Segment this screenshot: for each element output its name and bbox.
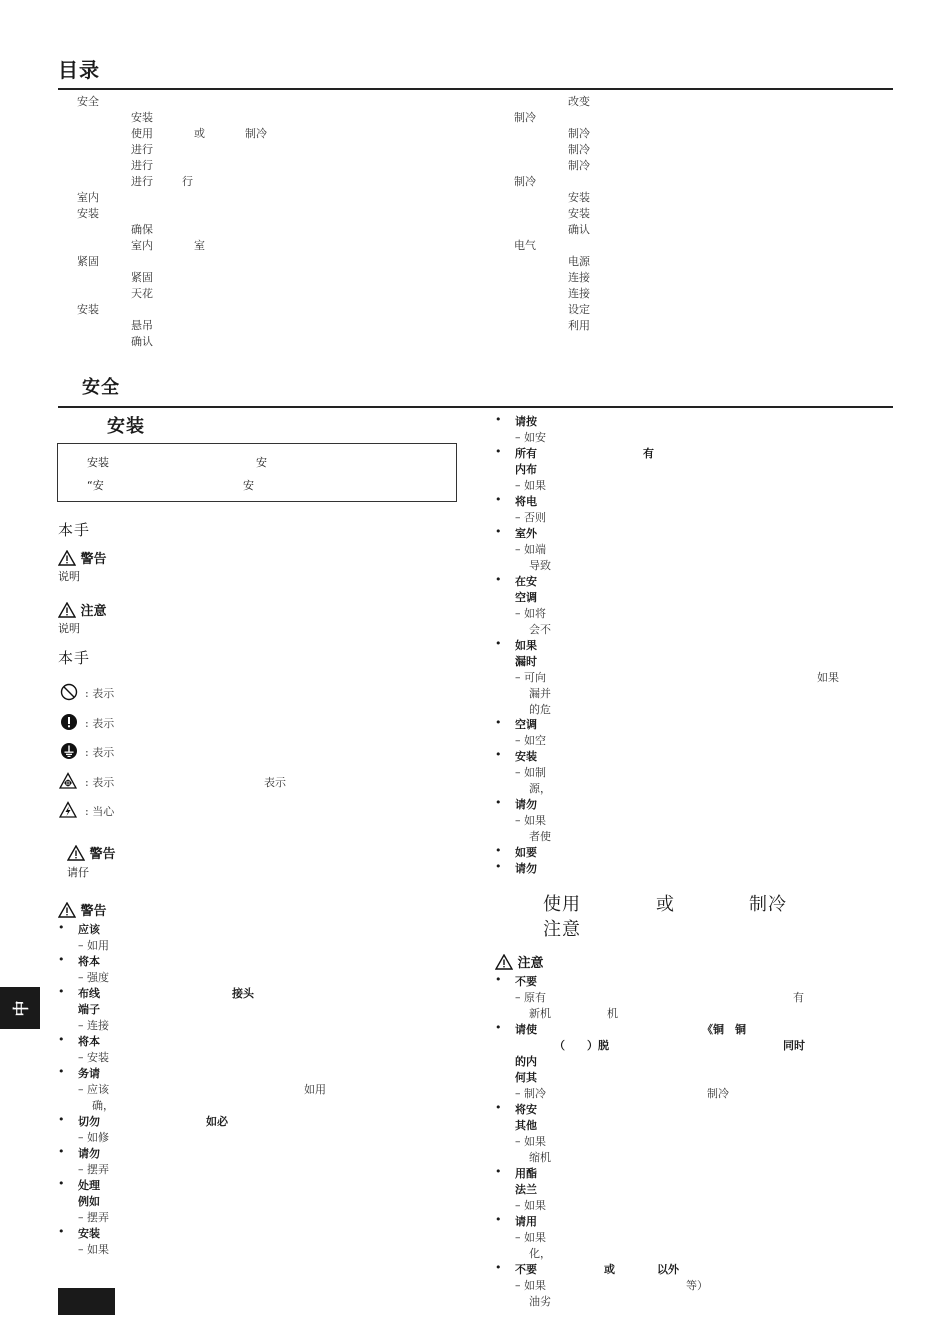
bullet-sub: 机 [607, 1007, 618, 1020]
language-side-tab [0, 987, 40, 1029]
notice-text: 安装 [87, 456, 109, 469]
symbol-text: 表示 [264, 776, 286, 789]
bullet-text: 将本 [78, 955, 100, 968]
warning-triangle-icon [58, 550, 76, 566]
toc-entry[interactable]: 制冷 [568, 143, 590, 156]
bullet-dot: • [495, 573, 502, 586]
toc-entry[interactable]: 室内 [77, 191, 99, 204]
bullet-sub: 导致 [529, 559, 551, 572]
bullet-sub: 会不 [529, 623, 551, 636]
caution-triangle-icon [58, 602, 76, 618]
toc-entry[interactable]: 改变 [568, 95, 590, 108]
section2-title-part: 注意 [543, 919, 581, 940]
bullet-sub: 制冷 [707, 1087, 729, 1100]
bullet-text: 务请 [78, 1067, 100, 1080]
bullet-text: 不要 [515, 975, 537, 988]
toc-entry[interactable]: 制冷 [568, 159, 590, 172]
toc-rule [58, 88, 893, 90]
bullet-text: 空调 [515, 591, 537, 604]
toc-entry[interactable]: 确认 [568, 223, 590, 236]
toc-entry[interactable]: 紧固 [131, 271, 153, 284]
caution-heading [58, 600, 107, 619]
bullet-text: 请用 [515, 1215, 537, 1228]
bullet-sub: – 否则 [515, 511, 546, 524]
caution-triangle-icon [495, 954, 513, 970]
bullet-sub: – 摆弄 [78, 1163, 109, 1176]
bullet-dot: • [495, 748, 502, 761]
bullet-dot: • [495, 445, 502, 458]
bullet-sub: – 强度 [78, 971, 109, 984]
bullet-sub: 等） [686, 1279, 708, 1292]
bullet-sub: – 原有 [515, 991, 546, 1004]
bullet-text: 请勿 [515, 862, 537, 875]
bullet-dot: • [495, 1261, 502, 1274]
bullet-text: 以外 [657, 1263, 679, 1276]
bullet-sub: – 如果 [515, 1199, 546, 1212]
bullet-sub: – 如修 [78, 1131, 109, 1144]
page-number-box [58, 1288, 115, 1315]
rotating-parts-warning-icon [59, 772, 77, 790]
bullet-sub: 如用 [304, 1083, 326, 1096]
bullet-sub: – 连接 [78, 1019, 109, 1032]
side-tab-label: 中 [11, 1000, 31, 1017]
bullet-text: 请按 [515, 415, 537, 428]
toc-entry[interactable]: 利用 [568, 319, 590, 332]
prohibited-icon [60, 683, 78, 701]
caution-desc: 说明 [58, 622, 80, 635]
manual-heading: 本手 [58, 521, 91, 539]
toc-entry[interactable]: 安装 [568, 191, 590, 204]
caution-label: 注意 [517, 956, 544, 971]
bullet-text: 如必 [206, 1115, 228, 1128]
bullet-text: 室外 [515, 527, 537, 540]
toc-entry[interactable]: 进行 [131, 159, 153, 172]
toc-entry[interactable]: 使用 [131, 127, 153, 140]
bullet-text: 如要 [515, 846, 537, 859]
warning-label: 警告 [80, 552, 107, 567]
bullet-dot: • [58, 953, 65, 966]
bullet-sub: – 如果 [515, 1231, 546, 1244]
ground-icon [60, 742, 78, 760]
bullet-sub: – 可向 [515, 671, 546, 684]
bullet-text: 空调 [515, 718, 537, 731]
warning-label: 警告 [89, 847, 116, 862]
toc-entry-part: 室 [194, 239, 205, 252]
bullet-sub: 缩机 [529, 1151, 551, 1164]
bullet-text: 接头 [232, 987, 254, 1000]
bullet-text: 将安 [515, 1103, 537, 1116]
warning-desc: 请仔 [67, 866, 89, 879]
bullet-sub: – 应该 [78, 1083, 109, 1096]
toc-entry[interactable]: 安装 [77, 303, 99, 316]
manual-heading: 本手 [58, 649, 91, 667]
bullet-sub: 者使 [529, 830, 551, 843]
symbol-text: : 当心 [85, 805, 115, 818]
notice-box [57, 443, 457, 502]
section-rule [58, 406, 893, 408]
bullet-dot: • [58, 1065, 65, 1078]
caution-label: 注意 [80, 604, 107, 619]
toc-entry[interactable]: 连接 [568, 271, 590, 284]
bullet-text: 同时 [783, 1039, 805, 1052]
section2-title-part: 使用 [543, 894, 581, 915]
toc-entry[interactable]: 室内 [131, 239, 153, 252]
toc-entry[interactable]: 安装 [131, 111, 153, 124]
bullet-sub: – 如制 [515, 766, 546, 779]
bullet-sub: 如果 [817, 671, 839, 684]
bullet-sub: – 如端 [515, 543, 546, 556]
bullet-text: 法兰 [515, 1183, 537, 1196]
toc-entry[interactable]: 安装 [77, 207, 99, 220]
bullet-sub: 确， [92, 1099, 114, 1112]
bullet-sub: 漏并 [529, 687, 551, 700]
bullet-sub: 有 [793, 991, 804, 1004]
toc-entry[interactable]: 确保 [131, 223, 153, 236]
toc-entry[interactable]: 天花 [131, 287, 153, 300]
toc-entry[interactable]: 制冷 [514, 111, 536, 124]
toc-title: 目录 [58, 58, 100, 82]
bullet-sub: – 如果 [515, 1135, 546, 1148]
section-title-safety: 安全 [82, 377, 120, 398]
bullet-sub: – 安装 [78, 1051, 109, 1064]
toc-entry[interactable]: 制冷 [568, 127, 590, 140]
mandatory-exclamation-icon [60, 713, 78, 731]
bullet-sub: – 如果 [515, 479, 546, 492]
bullet-text: 如果 [515, 639, 537, 652]
warning-desc: 说明 [58, 570, 80, 583]
bullet-dot: • [495, 1021, 502, 1034]
bullet-sub: – 摆弄 [78, 1211, 109, 1224]
bullet-dot: • [495, 493, 502, 506]
bullet-dot: • [495, 413, 502, 426]
toc-entry[interactable]: 制冷 [514, 175, 536, 188]
bullet-dot: • [495, 1213, 502, 1226]
bullet-dot: • [495, 637, 502, 650]
bullet-sub: – 如空 [515, 734, 546, 747]
toc-entry-part: 或 [194, 127, 205, 140]
toc-entry[interactable]: 安装 [568, 207, 590, 220]
bullet-dot: • [495, 716, 502, 729]
bullet-dot: • [495, 973, 502, 986]
bullet-sub: – 如将 [515, 607, 546, 620]
bullet-text: 《铜 铜 [702, 1023, 746, 1036]
toc-entry[interactable]: 悬吊 [131, 319, 153, 332]
bullet-text: 不要 [515, 1263, 537, 1276]
bullet-text: 安装 [515, 750, 537, 763]
bullet-dot: • [58, 985, 65, 998]
symbol-text: : 表示 [85, 687, 115, 700]
toc-entry[interactable]: 连接 [568, 287, 590, 300]
toc-entry-part: 制冷 [245, 127, 267, 140]
bullet-sub: 的危 [529, 703, 551, 716]
bullet-dot: • [58, 1225, 65, 1238]
toc-entry[interactable]: 设定 [568, 303, 590, 316]
bullet-text: 例如 [78, 1195, 100, 1208]
subsection-title: 安装 [107, 416, 145, 437]
warning-label: 警告 [80, 904, 107, 919]
notice-text: “安 [87, 479, 104, 492]
symbol-text: : 表示 [85, 717, 115, 730]
bullet-dot: • [58, 1145, 65, 1158]
bullet-dot: • [495, 796, 502, 809]
toc-entry-part: 行 [182, 175, 193, 188]
bullet-text: 处理 [78, 1179, 100, 1192]
warning-triangle-icon [67, 845, 85, 861]
bullet-dot: • [58, 1113, 65, 1126]
warning-heading [58, 548, 107, 567]
bullet-dot: • [58, 1177, 65, 1190]
bullet-text: 布线 [78, 987, 100, 1000]
toc-entry[interactable]: 安全 [77, 95, 99, 108]
bullet-text: 其他 [515, 1119, 537, 1132]
toc-entry[interactable]: 进行 [131, 143, 153, 156]
bullet-text: （ ）脱 [554, 1039, 609, 1052]
bullet-text: 有 [643, 447, 654, 460]
bullet-text: 切勿 [78, 1115, 100, 1128]
bullet-text: 用酯 [515, 1167, 537, 1180]
bullet-text: 请使 [515, 1023, 537, 1036]
bullet-text: 的内 [515, 1055, 537, 1068]
symbol-text: : 表示 [85, 776, 115, 789]
bullet-sub: – 如果 [515, 1279, 546, 1292]
caution-heading [495, 952, 544, 971]
bullet-dot: • [58, 921, 65, 934]
toc-entry[interactable]: 确认 [131, 335, 153, 348]
bullet-text: 在安 [515, 575, 537, 588]
bullet-text: 请勿 [515, 798, 537, 811]
bullet-sub: 化， [529, 1247, 551, 1260]
bullet-sub: – 制冷 [515, 1087, 546, 1100]
bullet-text: 内布 [515, 463, 537, 476]
bullet-dot: • [495, 525, 502, 538]
bullet-text: 请勿 [78, 1147, 100, 1160]
bullet-text: 端子 [78, 1003, 100, 1016]
bullet-sub: – 如用 [78, 939, 109, 952]
bullet-dot: • [495, 844, 502, 857]
notice-text: 安 [256, 456, 267, 469]
warning-heading [67, 843, 116, 862]
electric-shock-icon [59, 801, 77, 819]
bullet-sub: 油劣 [529, 1295, 551, 1308]
section2-title-part: 制冷 [749, 894, 787, 915]
bullet-dot: • [495, 860, 502, 873]
toc-entry[interactable]: 进行 [131, 175, 153, 188]
notice-text: 安 [243, 479, 254, 492]
bullet-text: 所有 [515, 447, 537, 460]
bullet-text: 漏时 [515, 655, 537, 668]
bullet-sub: – 如安 [515, 431, 546, 444]
section2-title-part: 或 [656, 894, 675, 915]
bullet-text: 将电 [515, 495, 537, 508]
bullet-text: 将本 [78, 1035, 100, 1048]
warning-heading [58, 900, 107, 919]
bullet-text: 何其 [515, 1071, 537, 1084]
bullet-text: 或 [604, 1263, 615, 1276]
bullet-text: 安装 [78, 1227, 100, 1240]
bullet-dot: • [58, 1033, 65, 1046]
bullet-sub: – 如果 [78, 1243, 109, 1256]
bullet-sub: – 如果 [515, 814, 546, 827]
bullet-sub: 新机 [529, 1007, 551, 1020]
toc-entry[interactable]: 紧固 [77, 255, 99, 268]
toc-entry[interactable]: 电源 [568, 255, 590, 268]
toc-entry[interactable]: 电气 [514, 239, 536, 252]
symbol-text: : 表示 [85, 746, 115, 759]
bullet-dot: • [495, 1101, 502, 1114]
warning-triangle-icon [58, 902, 76, 918]
bullet-dot: • [495, 1165, 502, 1178]
bullet-text: 应该 [78, 923, 100, 936]
bullet-sub: 源， [529, 782, 551, 795]
